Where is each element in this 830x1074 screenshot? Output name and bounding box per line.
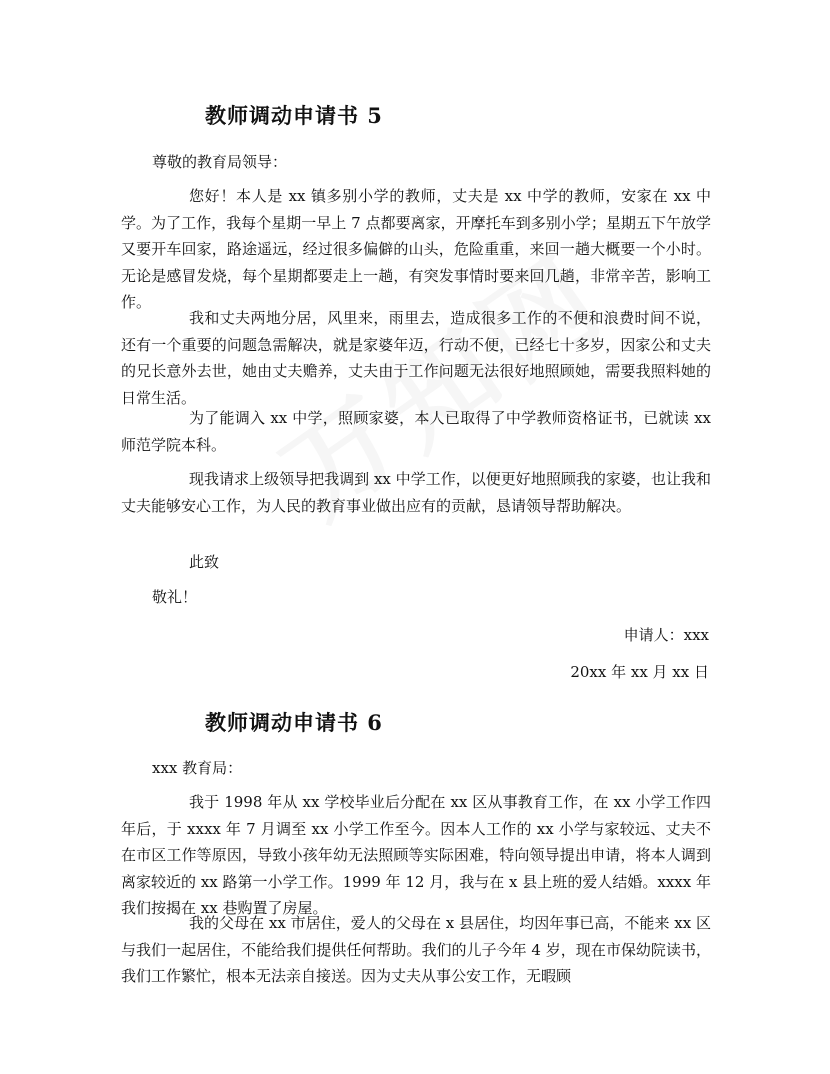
letter5-closing: 此致 (189, 553, 220, 571)
letter5-paragraph-3: 为了能调入 xx 中学，照顾家婆，本人已取得了中学教师资格证书，已就读 xx 师范学院本科。 (121, 409, 711, 454)
letter5-paragraph-2: 我和丈夫两地分居，风里来，雨里去，造成很多工作的不便和浪费时间不说，还有一个重要的问题急需解决，就是家婆年迈，行动不便，已经七十多岁，因家公和丈夫的兄长意外去世，她由丈夫赡养，丈夫由于工作问题无法很好地照顾她，需要我照料她的日常生活。 (121, 309, 711, 407)
letter6-paragraph-2: 我的父母在 xx 市居住，爱人的父母在 x 县居住，均因年事已高，不能来 xx 区与我们一起居住，不能给我们提供任何帮助。我们的儿子今年 4 岁，现在市保幼院读书，我们工作繁忙，根本无法亲自接送。因为丈夫从事公安工作，无暇顾 (121, 914, 711, 985)
letter5-paragraph-1: 您好！本人是 xx 镇多别小学的教师，丈夫是 xx 中学的教师，安家在 xx 中学。为了工作，我每个星期一早上 7 点都要离家，开摩托车到多别小学；星期五下午放学又要开车回家，路途遥远，经过很多偏僻的山头，危险重重，来回一趟大概要一个小时。无论是感冒发烧，每个星期都要走上一趟，有突发事情时要来回几趟，非常辛苦，影响工作。 (121, 187, 711, 311)
letter6-title: 教师调动申请书 6 (205, 710, 383, 735)
letter5-title: 教师调动申请书 5 (205, 103, 383, 128)
letter5-date: 20xx 年 xx 月 xx 日 (570, 663, 709, 681)
letter6-salutation: xxx 教育局： (152, 759, 243, 777)
letter6-paragraph-1: 我于 1998 年从 xx 学校毕业后分配在 xx 区从事教育工作，在 xx 小学工作四年后，于 xxxx 年 7 月调至 xx 小学工作至今。因本人工作的 xx 小学与家较远、丈夫不在市区工作等原因，导致小孩年幼无法照顾等实际困难，特向领导提出申请，将本人调到离家较近的 xx 路第一小学工作。1999 年 12 月，我与在 x 县上班的爱人结婚。xxxx 年我们按揭在 xx 巷购置了房屋。 (121, 793, 711, 917)
letter5-regards: 敬礼！ (152, 588, 198, 606)
letter5-salutation: 尊敬的教育局领导： (152, 153, 288, 171)
letter5-applicant: 申请人：xxx (623, 626, 709, 644)
letter5-paragraph-4: 现我请求上级领导把我调到 xx 中学工作，以便更好地照顾我的家婆，也让我和丈夫能够安心工作，为人民的教育事业做出应有的贡献，恳请领导帮助解决。 (121, 470, 711, 515)
